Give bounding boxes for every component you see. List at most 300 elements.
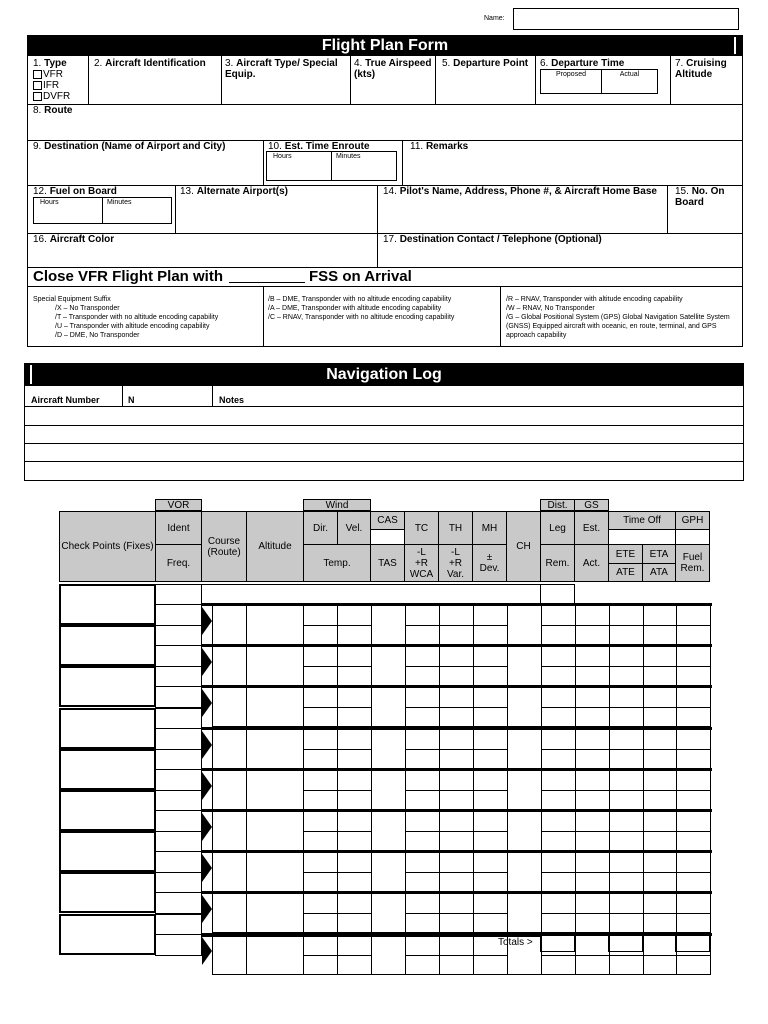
- course-cell[interactable]: [212, 935, 247, 975]
- field-16-aircraft-color[interactable]: [33, 234, 114, 245]
- field-14-pilot-info[interactable]: [383, 186, 657, 197]
- altitude-cell[interactable]: [246, 729, 304, 769]
- leg-cell-upper[interactable]: [337, 893, 372, 914]
- course-cell[interactable]: [212, 646, 247, 686]
- ch-cell[interactable]: [507, 770, 542, 810]
- dist-group-header: Dist.: [540, 499, 575, 511]
- leg-cell-lower[interactable]: [541, 749, 576, 769]
- leg-cell-lower[interactable]: [575, 872, 610, 892]
- leg-cell-upper[interactable]: [473, 687, 508, 708]
- leg-cell-upper[interactable]: [541, 770, 576, 791]
- course-cell[interactable]: [212, 811, 247, 851]
- type-option-vfr[interactable]: [33, 69, 88, 80]
- leg-cell-lower[interactable]: [473, 790, 508, 810]
- leg-cell-lower[interactable]: [609, 707, 644, 727]
- leg-cell-upper[interactable]: [643, 811, 677, 832]
- leg-cell-upper[interactable]: [473, 646, 508, 667]
- course-cell[interactable]: [212, 687, 247, 727]
- leg-cell-upper[interactable]: [575, 646, 610, 667]
- leg-cell-upper[interactable]: [541, 852, 576, 873]
- wind-group-header: Wind: [303, 499, 371, 511]
- leg-cell-upper[interactable]: [575, 770, 610, 791]
- leg-cell-lower[interactable]: [303, 707, 338, 727]
- check-point-cell[interactable]: [59, 708, 156, 749]
- leg-cell-upper[interactable]: [405, 852, 440, 873]
- ch-cell[interactable]: [507, 687, 542, 727]
- leg-cell-upper[interactable]: [676, 852, 711, 873]
- tas-cell[interactable]: [371, 893, 406, 933]
- vor-freq-cell[interactable]: [155, 645, 202, 667]
- vor-freq-cell[interactable]: [155, 686, 202, 708]
- leg-cell-upper[interactable]: [303, 729, 338, 750]
- field-17-label: Destination Contact / Telephone (Optional): [399, 234, 602, 245]
- vor-ident-cell[interactable]: [155, 666, 202, 687]
- leg-cell-upper[interactable]: [541, 687, 576, 708]
- leg-cell-lower[interactable]: [405, 625, 440, 645]
- ch-cell[interactable]: [507, 811, 542, 851]
- checkbox-icon[interactable]: [33, 92, 42, 101]
- departure-time-actual[interactable]: [601, 69, 658, 94]
- leg-cell-lower[interactable]: [575, 790, 610, 810]
- ch-cell[interactable]: [507, 605, 542, 645]
- ch-cell[interactable]: [507, 646, 542, 686]
- tc-header: TC: [404, 511, 439, 545]
- tas-cell[interactable]: [371, 605, 406, 645]
- field-5-label: Departure Point: [453, 58, 529, 69]
- ch-cell[interactable]: [507, 852, 542, 892]
- leg-cell-upper[interactable]: [439, 811, 474, 832]
- leg-cell-upper[interactable]: [643, 852, 677, 873]
- leg-cell-upper[interactable]: [575, 605, 610, 626]
- leg-cell-lower[interactable]: [439, 913, 474, 933]
- vor-freq-cell[interactable]: [155, 892, 202, 914]
- leg-cell-upper[interactable]: [575, 811, 610, 832]
- leg-cell-lower[interactable]: [541, 913, 576, 933]
- enroute-minutes[interactable]: [331, 151, 397, 181]
- altitude-cell[interactable]: [246, 646, 304, 686]
- leg-cell-lower[interactable]: [405, 790, 440, 810]
- leg-cell-lower[interactable]: [337, 707, 372, 727]
- leg-cell-upper[interactable]: [676, 687, 711, 708]
- totals-fuel-cell[interactable]: [675, 935, 710, 952]
- leg-cell-upper[interactable]: [575, 687, 610, 708]
- vor-ident-cell[interactable]: [155, 625, 202, 646]
- field-7-cruising-altitude[interactable]: [675, 58, 739, 80]
- enroute-hours[interactable]: [266, 151, 332, 181]
- leg-cell-upper[interactable]: [609, 811, 644, 832]
- leg-cell-lower[interactable]: [676, 955, 711, 975]
- leg-cell-upper[interactable]: [643, 729, 677, 750]
- altitude-cell[interactable]: [246, 893, 304, 933]
- leg-cell-upper[interactable]: [303, 687, 338, 708]
- leg-cell-lower[interactable]: [541, 666, 576, 686]
- leg-cell-lower[interactable]: [676, 913, 711, 933]
- leg-cell-upper[interactable]: [439, 687, 474, 708]
- leg-cell-lower[interactable]: [609, 790, 644, 810]
- leg-cell-upper[interactable]: [337, 605, 372, 626]
- leg-cell-upper[interactable]: [473, 893, 508, 914]
- cas-value-box[interactable]: [370, 529, 405, 545]
- leg-cell-upper[interactable]: [541, 811, 576, 832]
- check-point-cell[interactable]: [59, 666, 156, 707]
- leg-cell-upper[interactable]: [541, 893, 576, 914]
- type-option-ifr[interactable]: [33, 80, 88, 91]
- altitude-cell[interactable]: [246, 605, 304, 645]
- leg-cell-lower[interactable]: [676, 707, 711, 727]
- leg-cell-upper[interactable]: [609, 729, 644, 750]
- leg-cell-lower[interactable]: [473, 749, 508, 769]
- leg-cell-lower[interactable]: [575, 749, 610, 769]
- leg-cell-lower[interactable]: [643, 955, 677, 975]
- leg-cell-lower[interactable]: [473, 707, 508, 727]
- leg-cell-lower[interactable]: [541, 872, 576, 892]
- leg-cell-upper[interactable]: [439, 852, 474, 873]
- leg-cell-upper[interactable]: [337, 852, 372, 873]
- vor-freq-cell[interactable]: [155, 728, 202, 750]
- leg-cell-lower[interactable]: [303, 749, 338, 769]
- equipment-code: /G – Global Positional System (GPS) Global Navigation Satellite System (GNSS) Equipped aircraft with oceanic, en route, terminal, and GPS approach capability: [506, 314, 730, 339]
- vor-ident-cell[interactable]: [155, 749, 202, 770]
- aircraft-number-input[interactable]: [136, 388, 208, 406]
- leg-cell-lower[interactable]: [676, 831, 711, 851]
- leg-cell-upper[interactable]: [643, 770, 677, 791]
- leg-cell-upper[interactable]: [303, 646, 338, 667]
- tas-cell[interactable]: [371, 770, 406, 810]
- tas-cell[interactable]: [371, 687, 406, 727]
- leg-cell-lower[interactable]: [439, 707, 474, 727]
- leg-cell-upper[interactable]: [473, 811, 508, 832]
- field-6-number: 6.: [540, 58, 552, 69]
- altitude-cell[interactable]: [246, 687, 304, 727]
- leg-cell-upper[interactable]: [303, 605, 338, 626]
- field-11-label: Remarks: [425, 141, 469, 152]
- check-point-cell[interactable]: [59, 625, 156, 666]
- leg-cell-lower[interactable]: [405, 872, 440, 892]
- leg-cell-upper[interactable]: [473, 729, 508, 750]
- leg-cell-lower[interactable]: [303, 955, 338, 975]
- leg-cell-lower[interactable]: [473, 666, 508, 686]
- leg-arrow-icon: [202, 813, 212, 841]
- leg-cell-lower[interactable]: [439, 872, 474, 892]
- tas-cell[interactable]: [371, 729, 406, 769]
- field-15-number: 15.: [675, 186, 692, 197]
- close-vfr-text-end: FSS on Arrival: [309, 268, 412, 285]
- leg-cell-lower[interactable]: [303, 666, 338, 686]
- check-point-cell[interactable]: [59, 749, 156, 790]
- altitude-cell[interactable]: [246, 770, 304, 810]
- leg-cell-lower[interactable]: [337, 666, 372, 686]
- leg-cell-lower[interactable]: [541, 625, 576, 645]
- leg-cell-lower[interactable]: [405, 913, 440, 933]
- leg-cell-lower[interactable]: [609, 749, 644, 769]
- field-4-label: True Airspeed (kts): [354, 58, 432, 80]
- wind-vel-header: Vel.: [337, 511, 371, 545]
- vor-freq-cell[interactable]: [155, 604, 202, 626]
- leg-cell-upper[interactable]: [405, 605, 440, 626]
- leg-cell-lower[interactable]: [405, 831, 440, 851]
- leg-cell-lower[interactable]: [575, 707, 610, 727]
- leg-cell-upper[interactable]: [337, 687, 372, 708]
- leg-cell-lower[interactable]: [609, 872, 644, 892]
- leg-cell-lower[interactable]: [609, 831, 644, 851]
- field-5-departure-point[interactable]: [442, 58, 532, 69]
- leg-cell-lower[interactable]: [575, 913, 610, 933]
- leg-cell-lower[interactable]: [405, 666, 440, 686]
- leg-cell-upper[interactable]: [439, 893, 474, 914]
- leg-cell-upper[interactable]: [405, 646, 440, 667]
- leg-cell-lower[interactable]: [643, 625, 677, 645]
- leg-cell-upper[interactable]: [541, 646, 576, 667]
- leg-cell-upper[interactable]: [303, 811, 338, 832]
- leg-cell-lower[interactable]: [643, 872, 677, 892]
- leg-cell-lower[interactable]: [676, 666, 711, 686]
- leg-cell-upper[interactable]: [337, 729, 372, 750]
- field-2-aircraft-id[interactable]: [94, 58, 219, 69]
- leg-cell-lower[interactable]: [609, 625, 644, 645]
- field-3-number: 3.: [225, 58, 237, 69]
- leg-cell-upper[interactable]: [609, 646, 644, 667]
- leg-cell-upper[interactable]: [337, 646, 372, 667]
- equipment-code: /D – DME, No Transponder: [55, 332, 140, 339]
- leg-cell-upper[interactable]: [609, 770, 644, 791]
- leg-cell-lower[interactable]: [575, 666, 610, 686]
- vor-freq-cell[interactable]: [155, 810, 202, 832]
- checkbox-icon[interactable]: [33, 81, 42, 90]
- leg-cell-lower[interactable]: [303, 913, 338, 933]
- leg-cell-upper[interactable]: [439, 935, 474, 956]
- leg-cell-upper[interactable]: [473, 605, 508, 626]
- leg-cell-upper[interactable]: [405, 687, 440, 708]
- course-cell[interactable]: [212, 729, 247, 769]
- leg-cell-lower[interactable]: [405, 955, 440, 975]
- leg-cell-upper[interactable]: [439, 770, 474, 791]
- n-number-label: N: [128, 395, 135, 405]
- leg-cell-upper[interactable]: [609, 687, 644, 708]
- course-cell[interactable]: [212, 605, 247, 645]
- leg-cell-upper[interactable]: [676, 605, 711, 626]
- leg-cell-lower[interactable]: [676, 625, 711, 645]
- fuel-hours[interactable]: [33, 197, 103, 224]
- check-point-cell[interactable]: [59, 831, 156, 872]
- leg-cell-lower[interactable]: [643, 790, 677, 810]
- leg-cell-upper[interactable]: [337, 935, 372, 956]
- leg-cell-upper[interactable]: [643, 646, 677, 667]
- leg-cell-upper[interactable]: [303, 852, 338, 873]
- checkbox-icon[interactable]: [33, 70, 42, 79]
- leg-cell-lower[interactable]: [337, 913, 372, 933]
- vor-ident-cell[interactable]: [155, 914, 202, 935]
- ch-cell[interactable]: [507, 893, 542, 933]
- leg-cell-upper[interactable]: [676, 646, 711, 667]
- leg-cell-upper[interactable]: [405, 811, 440, 832]
- leg-cell-upper[interactable]: [676, 729, 711, 750]
- leg-cell-upper[interactable]: [439, 605, 474, 626]
- leg-cell-upper[interactable]: [337, 811, 372, 832]
- leg-cell-upper[interactable]: [405, 935, 440, 956]
- leg-cell-upper[interactable]: [575, 935, 610, 956]
- leg-cell-lower[interactable]: [541, 831, 576, 851]
- leg-cell-lower[interactable]: [303, 790, 338, 810]
- leg-cell-upper[interactable]: [405, 770, 440, 791]
- tas-cell[interactable]: [371, 852, 406, 892]
- field-3-aircraft-type[interactable]: [225, 58, 349, 80]
- leg-cell-upper[interactable]: [405, 893, 440, 914]
- tas-cell[interactable]: [371, 811, 406, 851]
- leg-cell-lower[interactable]: [303, 872, 338, 892]
- leg-cell-upper[interactable]: [609, 852, 644, 873]
- leg-cell-lower[interactable]: [473, 955, 508, 975]
- field-4-true-airspeed[interactable]: [354, 58, 432, 80]
- leg-cell-lower[interactable]: [609, 666, 644, 686]
- field-12-fuel-on-board: [33, 186, 117, 197]
- leg-cell-upper[interactable]: [337, 770, 372, 791]
- leg-cell-lower[interactable]: [473, 831, 508, 851]
- leg-cell-lower[interactable]: [337, 625, 372, 645]
- gph-value-box[interactable]: [675, 529, 710, 545]
- field-8-route[interactable]: [33, 105, 72, 116]
- leg-cell-lower[interactable]: [337, 831, 372, 851]
- leg-cell-upper[interactable]: [575, 893, 610, 914]
- time-off-value-box[interactable]: [608, 529, 676, 545]
- leg-cell-lower[interactable]: [575, 831, 610, 851]
- fuel-minutes[interactable]: [102, 197, 172, 224]
- leg-cell-upper[interactable]: [643, 935, 677, 956]
- leg-cell-lower[interactable]: [337, 872, 372, 892]
- leg-cell-lower[interactable]: [575, 955, 610, 975]
- leg-cell-lower[interactable]: [439, 749, 474, 769]
- leg-cell-lower[interactable]: [643, 749, 677, 769]
- dist-rem-first-cell[interactable]: [540, 584, 575, 604]
- field-15-no-on-board[interactable]: [675, 186, 739, 208]
- altitude-cell[interactable]: [246, 935, 304, 975]
- field-9-destination[interactable]: [33, 141, 225, 152]
- leg-cell-lower[interactable]: [303, 625, 338, 645]
- vor-freq-cell[interactable]: [155, 851, 202, 873]
- check-point-cell[interactable]: [59, 914, 156, 955]
- leg-cell-upper[interactable]: [439, 646, 474, 667]
- leg-cell-lower[interactable]: [337, 749, 372, 769]
- leg-cell-upper[interactable]: [473, 770, 508, 791]
- leg-cell-upper[interactable]: [473, 852, 508, 873]
- leg-cell-lower[interactable]: [541, 790, 576, 810]
- leg-cell-upper[interactable]: [609, 893, 644, 914]
- leg-cell-lower[interactable]: [439, 831, 474, 851]
- leg-cell-upper[interactable]: [303, 935, 338, 956]
- totals-ete-cell[interactable]: [608, 935, 643, 952]
- rem-header: Rem.: [540, 544, 575, 582]
- leg-cell-lower[interactable]: [439, 955, 474, 975]
- leg-cell-upper[interactable]: [676, 811, 711, 832]
- fss-blank-field[interactable]: [229, 282, 305, 283]
- flight-plan-title: Flight Plan Form: [27, 35, 743, 56]
- leg-cell-upper[interactable]: [643, 605, 677, 626]
- equipment-legend-col2: [268, 295, 496, 322]
- leg-cell-lower[interactable]: [643, 707, 677, 727]
- leg-cell-upper[interactable]: [303, 893, 338, 914]
- field-9-label: Destination (Name of Airport and City): [44, 141, 226, 152]
- wca-header: -L +R WCA: [404, 544, 439, 582]
- course-cell[interactable]: [212, 852, 247, 892]
- departure-time-proposed[interactable]: [540, 69, 602, 94]
- leg-cell-lower[interactable]: [609, 955, 644, 975]
- leg-cell-lower[interactable]: [473, 872, 508, 892]
- leg-cell-upper[interactable]: [541, 729, 576, 750]
- leg-cell-lower[interactable]: [643, 666, 677, 686]
- leg-cell-upper[interactable]: [303, 770, 338, 791]
- leg-cell-lower[interactable]: [337, 955, 372, 975]
- vor-ident-cell[interactable]: [155, 790, 202, 811]
- leg-cell-upper[interactable]: [609, 605, 644, 626]
- leg-cell-upper[interactable]: [676, 893, 711, 914]
- leg-cell-lower[interactable]: [609, 913, 644, 933]
- field-11-remarks[interactable]: [410, 141, 468, 152]
- leg-cell-upper[interactable]: [541, 605, 576, 626]
- vor-ident-cell[interactable]: [155, 584, 202, 605]
- field-17-destination-contact[interactable]: [383, 234, 602, 245]
- vor-ident-cell[interactable]: [155, 872, 202, 893]
- course-cell[interactable]: [212, 770, 247, 810]
- field-13-alternate-airports[interactable]: [180, 186, 288, 197]
- leg-cell-lower[interactable]: [303, 831, 338, 851]
- field-16-number: 16.: [33, 234, 50, 245]
- field-15-label: No. On Board: [675, 186, 725, 208]
- leg-cell-lower[interactable]: [676, 872, 711, 892]
- leg-cell-lower[interactable]: [473, 913, 508, 933]
- leg-cell-lower[interactable]: [676, 790, 711, 810]
- leg-cell-upper[interactable]: [643, 687, 677, 708]
- leg-cell-upper[interactable]: [575, 729, 610, 750]
- vor-ident-cell[interactable]: [155, 831, 202, 852]
- leg-cell-lower[interactable]: [676, 749, 711, 769]
- vor-ident-cell[interactable]: [155, 708, 202, 729]
- leg-cell-lower[interactable]: [473, 625, 508, 645]
- course-cell[interactable]: [212, 893, 247, 933]
- check-point-cell[interactable]: [59, 790, 156, 831]
- leg-cell-lower[interactable]: [405, 707, 440, 727]
- equipment-code: /A – DME, Transponder with altitude encoding capability: [268, 305, 442, 312]
- leg-cell-lower[interactable]: [541, 707, 576, 727]
- leg-cell-lower[interactable]: [405, 749, 440, 769]
- ch-cell[interactable]: [507, 729, 542, 769]
- leg-cell-lower[interactable]: [575, 625, 610, 645]
- leg-cell-lower[interactable]: [643, 913, 677, 933]
- leg-cell-upper[interactable]: [405, 729, 440, 750]
- totals-dist-cell[interactable]: [540, 935, 575, 952]
- tas-cell[interactable]: [371, 935, 406, 975]
- leg-cell-lower[interactable]: [337, 790, 372, 810]
- leg-cell-upper[interactable]: [439, 729, 474, 750]
- vor-freq-cell[interactable]: [155, 934, 202, 956]
- type-option-dvfr[interactable]: [33, 91, 88, 102]
- leg-cell-lower[interactable]: [439, 666, 474, 686]
- field-3-label: Aircraft Type/ Special Equip.: [225, 58, 338, 80]
- check-point-cell[interactable]: [59, 584, 156, 625]
- check-point-cell[interactable]: [59, 872, 156, 913]
- name-field[interactable]: [513, 8, 739, 30]
- tas-cell[interactable]: [371, 646, 406, 686]
- vor-freq-cell[interactable]: [155, 769, 202, 791]
- leg-cell-upper[interactable]: [575, 852, 610, 873]
- equipment-code: /U – Transponder with altitude encoding capability: [55, 323, 210, 330]
- leg-cell-lower[interactable]: [439, 790, 474, 810]
- altitude-cell[interactable]: [246, 811, 304, 851]
- leg-cell-lower[interactable]: [643, 831, 677, 851]
- leg-cell-upper[interactable]: [643, 893, 677, 914]
- leg-cell-lower[interactable]: [439, 625, 474, 645]
- altitude-cell[interactable]: [246, 852, 304, 892]
- leg-cell-lower[interactable]: [541, 955, 576, 975]
- leg-cell-upper[interactable]: [676, 770, 711, 791]
